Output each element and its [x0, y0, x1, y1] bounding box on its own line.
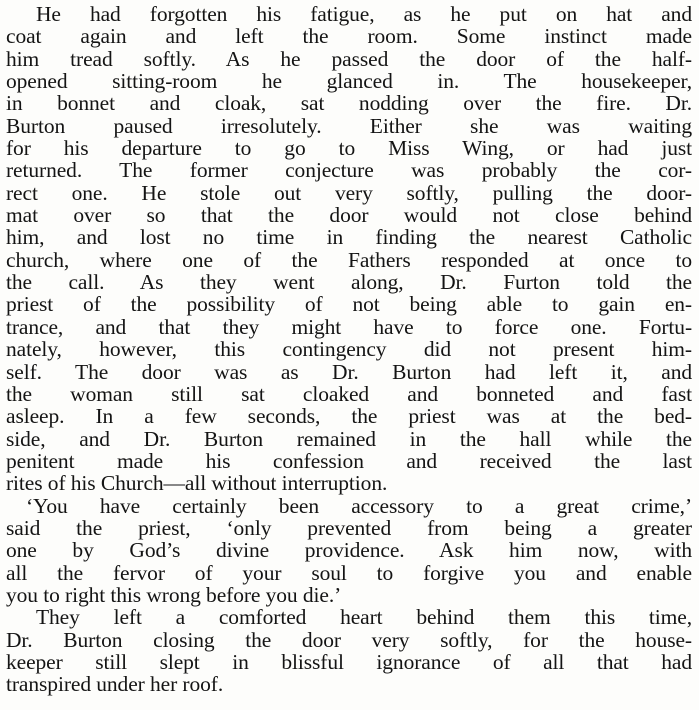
text-line: him tread softly. As he passed the door of the half- [6, 46, 692, 71]
text-line: penitent made his confession and received the last [6, 448, 692, 473]
text-line: ‘You have certainly been accessory to a great crime,’ [26, 493, 692, 518]
text-line: nately, however, this contingency did not present him- [6, 337, 692, 362]
text-line: self. The door was as Dr. Burton had left it, and [6, 359, 692, 384]
article-column [6, 3, 692, 696]
text-line: transpired under her roof. [6, 672, 224, 697]
text-line: the woman still sat cloaked and bonneted and fast [6, 381, 692, 406]
text-line: Burton paused irresolutely. Either she was waiting [6, 113, 692, 138]
text-line: asleep. In a few seconds, the priest was at the bed- [6, 404, 692, 429]
text-line: trance, and that they might have to force one. Fortu- [6, 314, 692, 339]
text-line: Dr. Burton closing the door very softly, for the house- [6, 627, 692, 652]
text-line: you to right this wrong before you die.’ [6, 582, 342, 607]
text-line: returned. The former conjecture was probably the cor- [6, 158, 692, 183]
text-line: keeper still slept in blissful ignorance of all that had [6, 649, 692, 674]
text-line: church, where one of the Fathers responded at once to [6, 247, 692, 272]
text-line: He had forgotten his fatigue, as he put on hat and [36, 2, 692, 26]
text-line: coat again and left the room. Some instinct made [6, 24, 692, 49]
text-line: one by God’s divine providence. Ask him now, with [6, 538, 692, 563]
text-line: said the priest, ‘only prevented from being a greater [6, 515, 692, 540]
text-line: the call. As they went along, Dr. Furton told the [6, 270, 692, 295]
text-line: him, and lost no time in finding the nearest Catholic [6, 225, 692, 250]
text-line: rites of his Church—all without interruption. [6, 471, 388, 496]
text-line: opened sitting-room he glanced in. The housekeeper, [6, 69, 692, 94]
text-line: mat over so that the door would not close behind [6, 203, 692, 228]
text-line: rect one. He stole out very softly, pulling the door- [6, 180, 692, 205]
text-line: side, and Dr. Burton remained in the hall while the [6, 426, 692, 451]
text-line: for his departure to go to Miss Wing, or had just [6, 136, 692, 161]
text-line: They left a comforted heart behind them this time, [36, 605, 692, 630]
text-line: priest of the possibility of not being able to gain en- [6, 292, 692, 317]
text-line: in bonnet and cloak, sat nodding over the fire. Dr. [6, 91, 692, 116]
text-line: all the fervor of your soul to forgive you and enable [6, 560, 692, 585]
